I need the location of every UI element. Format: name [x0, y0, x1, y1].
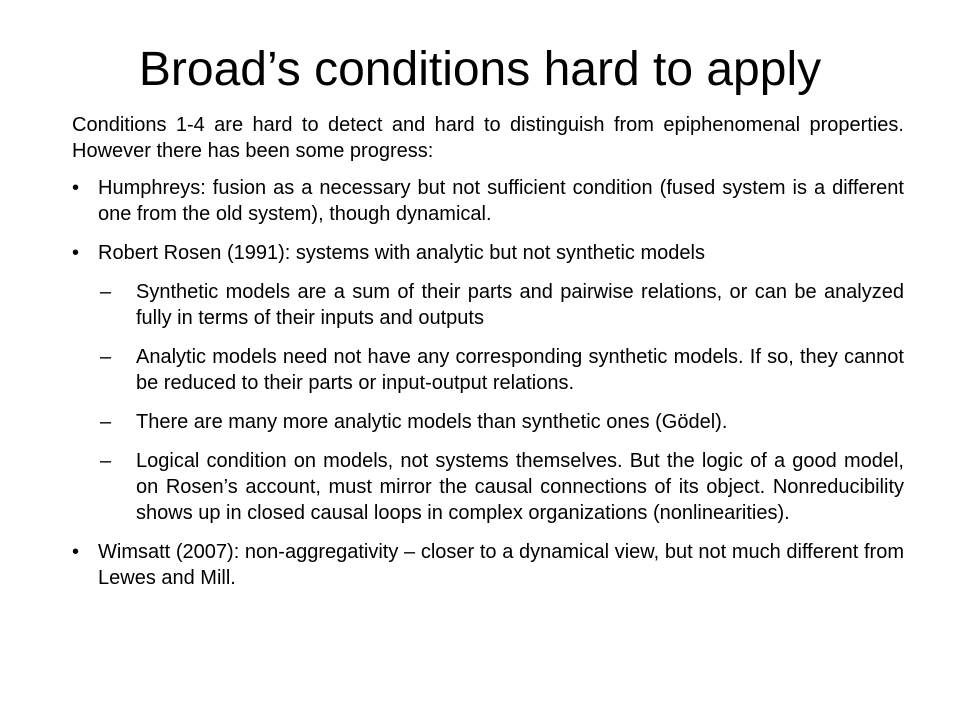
bullet-text: Humphreys: fusion as a necessary but not sufficient condition (fused system is a different one from the old system), though dynamical. — [98, 177, 904, 225]
sub-bullet-text: Logical condition on models, not systems themselves. But the logic of a good model, on Rosen’s account, must mirror the causal connections of its object. Nonreducibility shows up in closed causal loops in complex organizations (nonlinearities). — [136, 450, 904, 524]
sub-bullet-synthetic — [72, 279, 904, 331]
bullet-wimsatt — [72, 539, 904, 591]
bullet-marker: • — [72, 541, 80, 563]
sub-bullet-text: Synthetic models are a sum of their parts and pairwise relations, or can be analyzed fully in terms of their inputs and outputs — [136, 281, 904, 329]
bullet-humphreys — [72, 175, 904, 227]
sub-bullet-godel — [72, 409, 904, 435]
bullet-marker: • — [72, 242, 80, 264]
dash-marker: – — [100, 281, 112, 303]
sub-bullet-text: There are many more analytic models than synthetic ones (Gödel). — [136, 411, 728, 433]
sub-bullet-text: Analytic models need not have any corresponding synthetic models. If so, they cannot be reduced to their parts or input-output relations. — [136, 346, 904, 394]
intro-paragraph: Conditions 1-4 are hard to detect and hard to distinguish from epiphenomenal properties. However there has been some progress: — [72, 114, 904, 162]
bullet-rosen — [72, 240, 904, 266]
dash-marker: – — [100, 450, 112, 472]
sub-bullet-analytic — [72, 344, 904, 396]
sub-bullet-logical — [72, 448, 904, 526]
bullet-text: Wimsatt (2007): non-aggregativity – closer to a dynamical view, but not much different from Lewes and Mill. — [98, 541, 904, 589]
bullet-marker: • — [72, 177, 80, 199]
dash-marker: – — [100, 411, 112, 433]
dash-marker: – — [100, 346, 112, 368]
bullet-text: Robert Rosen (1991): systems with analytic but not synthetic models — [98, 242, 705, 264]
slide-body — [72, 112, 904, 604]
slide-title: Broad’s conditions hard to apply — [138, 43, 822, 96]
